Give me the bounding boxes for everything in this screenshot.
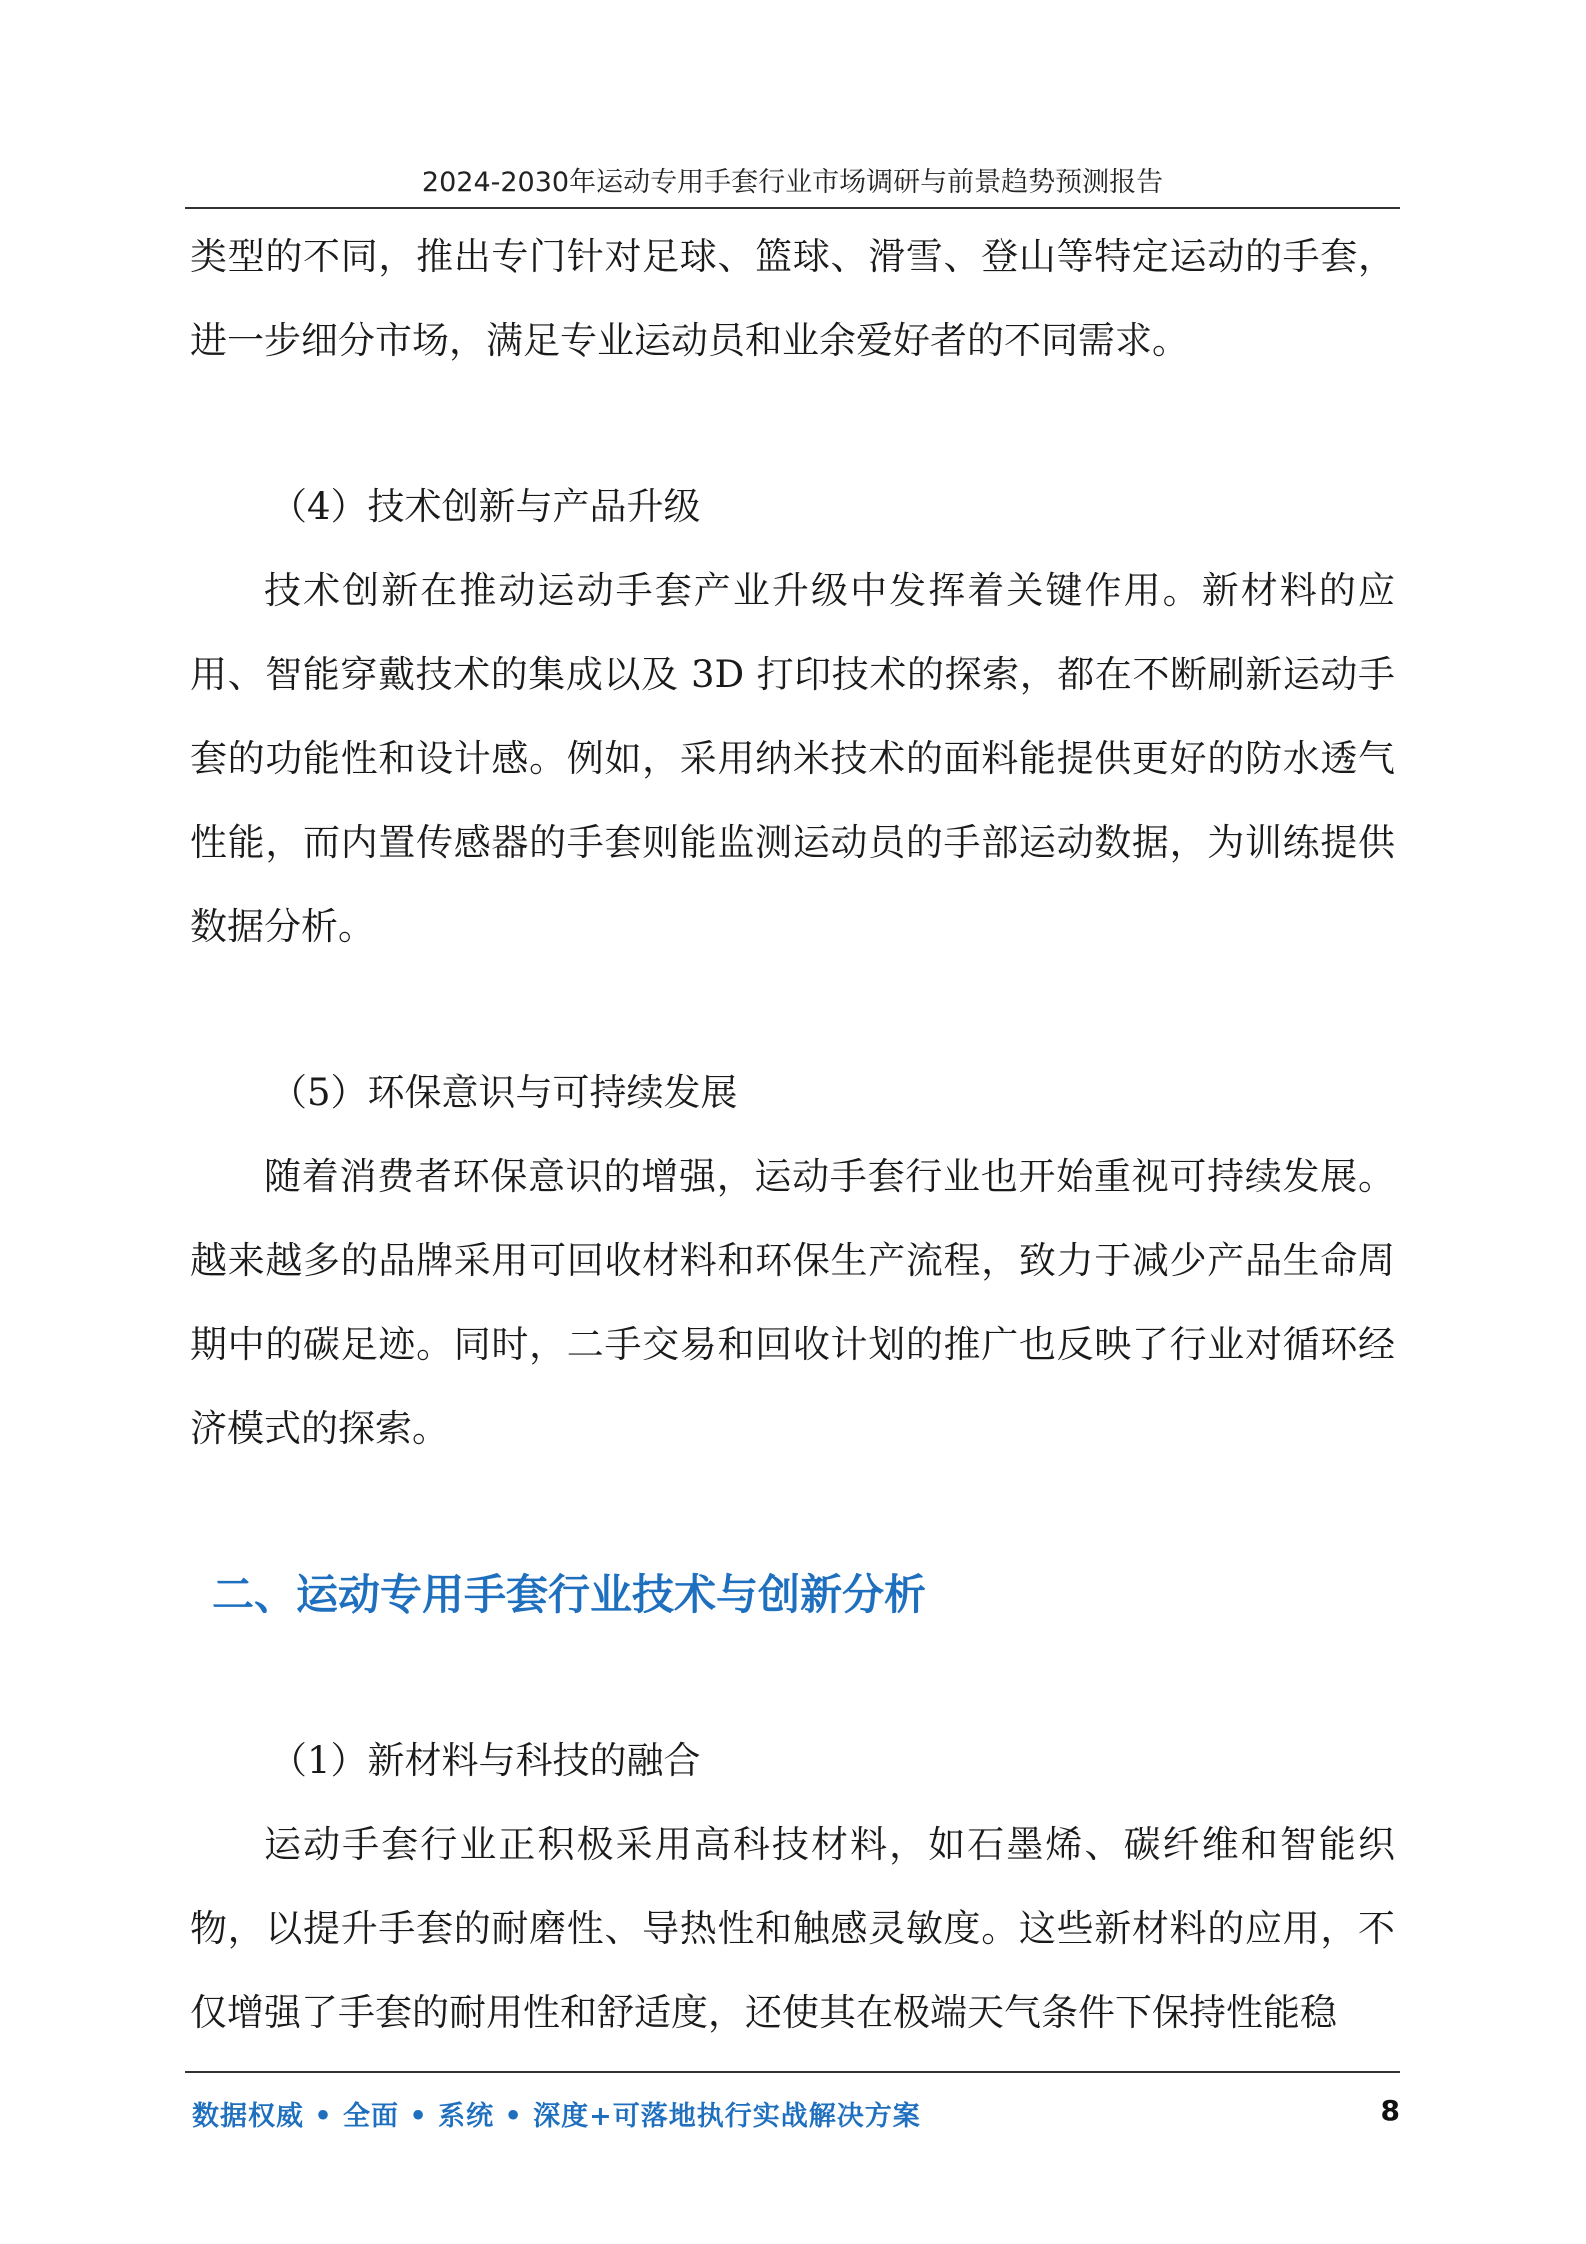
- paragraph-sustainability: 随着消费者环保意识的增强，运动手套行业也开始重视可持续发展。越来越多的品牌采用可回收材料和环保生产流程，致力于减少产品生命周期中的碳足迹。同时，二手交易和回收计划的推广也反映了行业对循环经济模式的探索。: [190, 1155, 1395, 1450]
- footer-divider: [185, 2071, 1400, 2073]
- paragraph-tech-innovation: 技术创新在推动运动手套产业升级中发挥着关键作用。新材料的应用、智能穿戴技术的集成以及 3D 打印技术的探索，都在不断刷新运动手套的功能性和设计感。例如，采用纳米技术的面料能提供更好的防水透气性能，而内置传感器的手套则能监测运动员的手部运动数据，为训练提供数据分析。: [190, 569, 1395, 948]
- subheading-new-materials: （1）新材料与科技的融合: [270, 1739, 701, 1782]
- page-header-title: 2024-2030年运动专用手套行业市场调研与前景趋势预测报告: [421, 167, 1164, 198]
- spacer: [190, 1471, 1395, 1553]
- spacer: [190, 1637, 1395, 1719]
- paragraph-new-materials: 运动手套行业正积极采用高科技材料，如石墨烯、碳纤维和智能织物，以提升手套的耐磨性、导热性和触感灵敏度。这些新材料的应用，不仅增强了手套的耐用性和舒适度，还使其在极端天气条件下保持性能稳: [190, 1823, 1395, 2034]
- subheading-sustainability: （5）环保意识与可持续发展: [270, 1071, 738, 1114]
- section-heading: 二、运动专用手套行业技术与创新分析: [212, 1570, 927, 1619]
- page-content: [190, 215, 1395, 2055]
- page-number: 8: [1380, 2094, 1400, 2127]
- paragraph-continued: 类型的不同，推出专门针对足球、篮球、滑雪、登山等特定运动的手套，进一步细分市场，满足专业运动员和业余爱好者的不同需求。: [190, 235, 1395, 362]
- header-divider: [185, 207, 1400, 209]
- subheading-tech-innovation: （4）技术创新与产品升级: [270, 485, 701, 528]
- footer-slogan: 数据权威 • 全面 • 系统 • 深度+可落地执行实战解决方案: [192, 2101, 921, 2132]
- spacer: [190, 969, 1395, 1051]
- spacer: [190, 383, 1395, 465]
